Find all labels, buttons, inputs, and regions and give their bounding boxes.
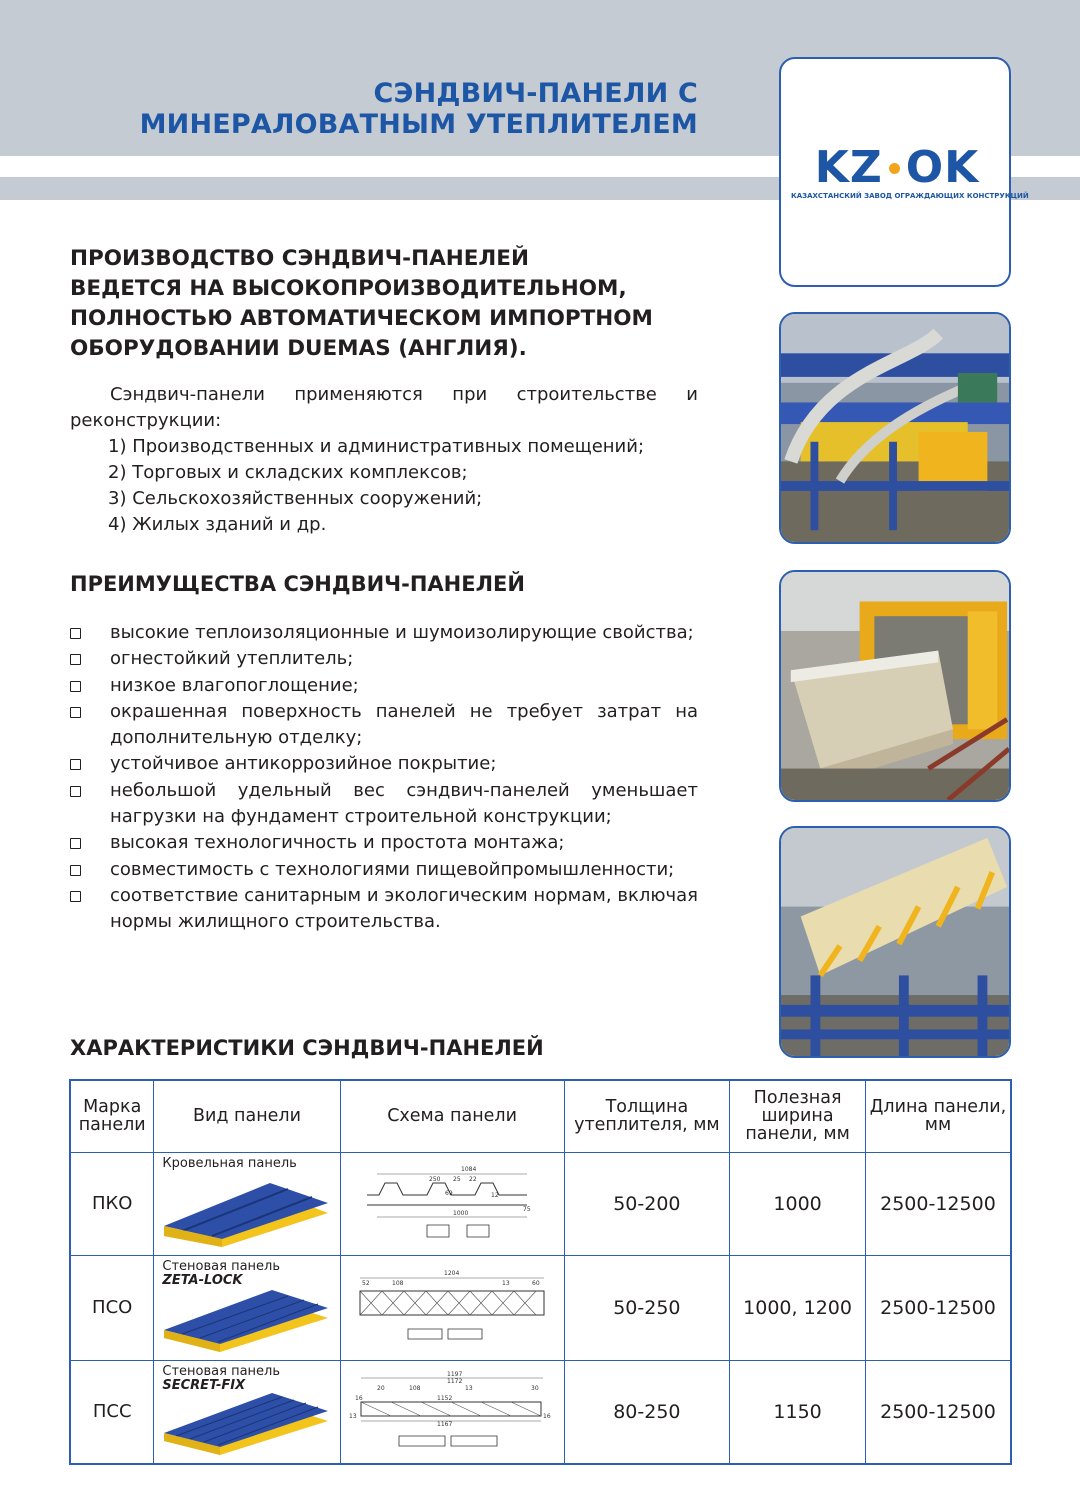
logo-mark: KZ OK bbox=[814, 142, 980, 193]
svg-text:13: 13 bbox=[502, 1279, 510, 1287]
svg-text:1152: 1152 bbox=[437, 1394, 453, 1402]
list-item: 1) Производственных и административных помещений; bbox=[108, 436, 645, 457]
panel-system: SECRET-FIX bbox=[162, 1377, 246, 1393]
intro-text bbox=[70, 382, 698, 538]
useful-width: 1000, 1200 bbox=[730, 1255, 866, 1360]
svg-text:13: 13 bbox=[349, 1412, 357, 1420]
conveyor-photo bbox=[779, 826, 1011, 1058]
checkbox-icon bbox=[70, 628, 81, 639]
column-header: Толщина утеплителя, мм bbox=[564, 1080, 730, 1152]
svg-text:16: 16 bbox=[543, 1412, 551, 1420]
logo-subtitle: КАЗАХСТАНСКИЙ ЗАВОД ОГРАЖДАЮЩИХ КОНСТРУКЦИЙ bbox=[791, 192, 1029, 200]
useful-width: 1000 bbox=[730, 1152, 866, 1255]
svg-text:1204: 1204 bbox=[444, 1269, 460, 1277]
column-header: Схема панели bbox=[340, 1080, 564, 1152]
checkbox-icon bbox=[70, 681, 81, 692]
list-item: 2) Торговых и складских комплексов; bbox=[108, 462, 468, 483]
advantage-item: небольшой удельный вес сэндвич-панелей уменьшает нагрузки на фундамент строительной конструкции; bbox=[70, 778, 698, 831]
svg-text:1000: 1000 bbox=[453, 1209, 469, 1217]
insulation-thickness: 50-200 bbox=[564, 1152, 730, 1255]
advantage-item: совместимость с технологиями пищевойпромышленности; bbox=[70, 857, 698, 883]
panel-caption: Стеновая панель bbox=[162, 1258, 281, 1274]
advantage-item: высокая технологичность и простота монтажа; bbox=[70, 830, 698, 856]
insulation-thickness: 80-250 bbox=[564, 1360, 730, 1464]
table-row bbox=[70, 1360, 1011, 1464]
svg-text:75: 75 bbox=[523, 1205, 531, 1213]
svg-text:52: 52 bbox=[362, 1279, 370, 1287]
secret-fix-scheme-icon bbox=[347, 1370, 557, 1454]
panel-view bbox=[154, 1360, 340, 1464]
wall-panel-icon bbox=[162, 1288, 330, 1354]
table-header-row bbox=[70, 1080, 1011, 1152]
svg-text:250: 250 bbox=[429, 1175, 441, 1183]
svg-text:13: 13 bbox=[465, 1384, 473, 1392]
panel-length: 2500-12500 bbox=[865, 1360, 1011, 1464]
svg-text:20: 20 bbox=[377, 1384, 385, 1392]
specs-table bbox=[69, 1079, 1012, 1465]
svg-text:69: 69 bbox=[445, 1189, 453, 1197]
panel-system: ZETA-LOCK bbox=[162, 1272, 243, 1288]
svg-text:16: 16 bbox=[355, 1394, 363, 1402]
checkbox-icon bbox=[70, 865, 81, 876]
wall-panel-icon bbox=[162, 1391, 330, 1457]
svg-text:30: 30 bbox=[531, 1384, 539, 1392]
roof-scheme-icon bbox=[357, 1163, 547, 1245]
svg-text:1084: 1084 bbox=[461, 1165, 477, 1173]
panel-view bbox=[154, 1255, 340, 1360]
advantage-item: соответствие санитарным и экологическим нормам, включая нормы жилищного строительства. bbox=[70, 883, 698, 936]
logo bbox=[779, 57, 1029, 287]
panel-mark: ПСС bbox=[70, 1360, 154, 1464]
checkbox-icon bbox=[70, 759, 81, 770]
advantage-item: огнестойкий утеплитель; bbox=[70, 646, 698, 672]
checkbox-icon bbox=[70, 654, 81, 665]
panel-view bbox=[154, 1152, 340, 1255]
checkbox-icon bbox=[70, 891, 81, 902]
svg-text:12: 12 bbox=[491, 1191, 499, 1199]
checkbox-icon bbox=[70, 707, 81, 718]
panel-length: 2500-12500 bbox=[865, 1255, 1011, 1360]
checkbox-icon bbox=[70, 786, 81, 797]
svg-text:25: 25 bbox=[453, 1175, 461, 1183]
intro-lead: Сэндвич-панели применяются при строительстве и реконструкции: bbox=[70, 384, 698, 431]
panel-length: 2500-12500 bbox=[865, 1152, 1011, 1255]
column-header: Длина панели, мм bbox=[865, 1080, 1011, 1152]
svg-text:22: 22 bbox=[469, 1175, 477, 1183]
panel-scheme bbox=[340, 1255, 564, 1360]
list-item: 4) Жилых зданий и др. bbox=[108, 514, 327, 535]
roof-panel-icon bbox=[162, 1181, 330, 1249]
intro-list bbox=[70, 434, 698, 538]
panel-mark: ПКО bbox=[70, 1152, 154, 1255]
panel-caption: Стеновая панель bbox=[162, 1363, 281, 1379]
svg-text:60: 60 bbox=[532, 1279, 540, 1287]
checkbox-icon bbox=[70, 838, 81, 849]
zeta-lock-scheme-icon bbox=[352, 1267, 552, 1349]
panel-stack-photo bbox=[779, 570, 1011, 802]
panel-mark: ПСО bbox=[70, 1255, 154, 1360]
logo-dot bbox=[889, 163, 900, 174]
svg-text:1197: 1197 bbox=[447, 1370, 463, 1378]
advantage-item: устойчивое антикоррозийное покрытие; bbox=[70, 751, 698, 777]
insulation-thickness: 50-250 bbox=[564, 1255, 730, 1360]
headline: ПРОИЗВОДСТВО СЭНДВИЧ-ПАНЕЛЕЙ ВЕДЕТСЯ НА ВЫСОКОПРОИЗВОДИТЕЛЬНОМ, ПОЛНОСТЬЮ АВТОМАТИЧЕСКОМ ИМПОРТНОМ ОБОРУДОВАНИИ DUEMAS (АНГЛИЯ). bbox=[70, 246, 653, 361]
svg-text:1172: 1172 bbox=[447, 1377, 463, 1385]
advantages-heading: ПРЕИМУЩЕСТВА СЭНДВИЧ-ПАНЕЛЕЙ bbox=[70, 572, 525, 596]
column-header: Полезная ширина панели, мм bbox=[730, 1080, 866, 1152]
list-item: 3) Сельскохозяйственных сооружений; bbox=[108, 488, 483, 509]
advantage-item: высокие теплоизоляционные и шумоизолирующие свойства; bbox=[70, 620, 698, 646]
svg-text:108: 108 bbox=[392, 1279, 404, 1287]
advantage-item: низкое влагопоглощение; bbox=[70, 673, 698, 699]
svg-text:1167: 1167 bbox=[437, 1420, 453, 1428]
panel-scheme bbox=[340, 1152, 564, 1255]
specs-heading: ХАРАКТЕРИСТИКИ СЭНДВИЧ-ПАНЕЛЕЙ bbox=[70, 1036, 544, 1060]
useful-width: 1150 bbox=[730, 1360, 866, 1464]
advantages-list bbox=[70, 620, 698, 936]
panel-caption: Кровельная панель bbox=[162, 1155, 297, 1171]
column-header: Вид панели bbox=[154, 1080, 340, 1152]
factory-line-photo bbox=[779, 312, 1011, 544]
panel-scheme bbox=[340, 1360, 564, 1464]
table-row bbox=[70, 1152, 1011, 1255]
table-row bbox=[70, 1255, 1011, 1360]
page-title: СЭНДВИЧ-ПАНЕЛИ С МИНЕРАЛОВАТНЫМ УТЕПЛИТЕЛЕМ bbox=[139, 78, 698, 140]
advantage-item: окрашенная поверхность панелей не требует затрат на дополнительную отделку; bbox=[70, 699, 698, 752]
column-header: Марка панели bbox=[70, 1080, 154, 1152]
svg-text:108: 108 bbox=[409, 1384, 421, 1392]
